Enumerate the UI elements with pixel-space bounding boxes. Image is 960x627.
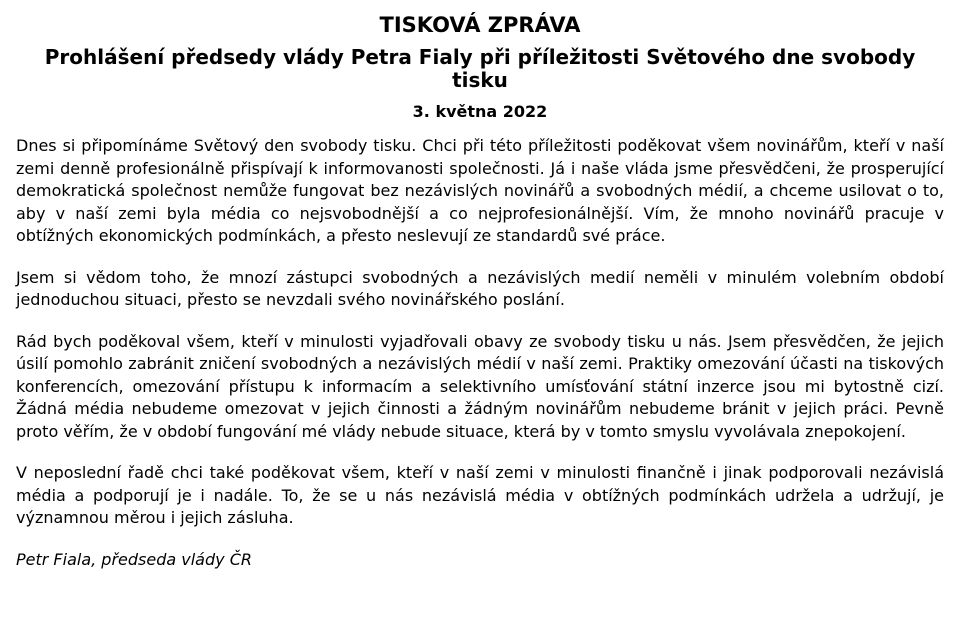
document-subtitle: Prohlášení předsedy vlády Petra Fialy při příležitosti Světového dne svobody tisku [44, 45, 916, 92]
document-title: TISKOVÁ ZPRÁVA [379, 13, 581, 37]
paragraph-4: V neposlední řadě chci také poděkovat všem, kteří v naší zemi v minulosti finančně i jinak podporovali nezávislá média a podporují je i nadále. To, že se u nás nezávislá média v obtížných podmínkách udržela a udržují, je významnou měrou i jejich zásluha. [16, 463, 944, 527]
document-date: 3. května 2022 [412, 102, 548, 121]
paragraph-2: Jsem si vědom toho, že mnozí zástupci svobodných a nezávislých medií neměli v minulém volebním období jednoduchou situaci, přesto se nevzdali svého novinářského poslání. [16, 267, 944, 309]
paragraph-1: Dnes si připomínáme Světový den svobody tisku. Chci při této příležitosti poděkovat všem novinářům, kteří v naší zemi denně profesionálně přispívají k informovanosti společnosti. Já i naše vláda jsme přesvědčeni, že prosperující demokratická společnost nemůže fungovat bez nezávislých novinářů a svobodných médií, a chceme usilovat o to, aby v naší zemi byla média co nejsvobodnější a co nejprofesionálnější. Vím, že mnoho novinářů pracuje v obtížných ekonomických podmínkách, a přesto neslevují ze standardů své práce. [16, 136, 944, 245]
signature: Petr Fiala, předseda vlády ČR [16, 549, 252, 569]
paragraph-3: Rád bych poděkoval všem, kteří v minulosti vyjadřovali obavy ze svobody tisku u nás. Jsem přesvědčen, že jejich úsilí pomohlo zabránit zničení svobodných a nezávislých médií v naší zemi. Praktiky omezování účasti na tiskových konferencích, omezování přístupu k informacím a selektivního umísťování státní inzerce jsou mi bytostně cizí. Žádná média nebudeme omezovat v jejich činnosti a žádným novinářům nebudeme bránit v jejich práci. Pevně proto věřím, že v období fungování mé vlády nebude situace, která by v tomto smyslu vyvolávala znepokojení. [16, 331, 944, 441]
